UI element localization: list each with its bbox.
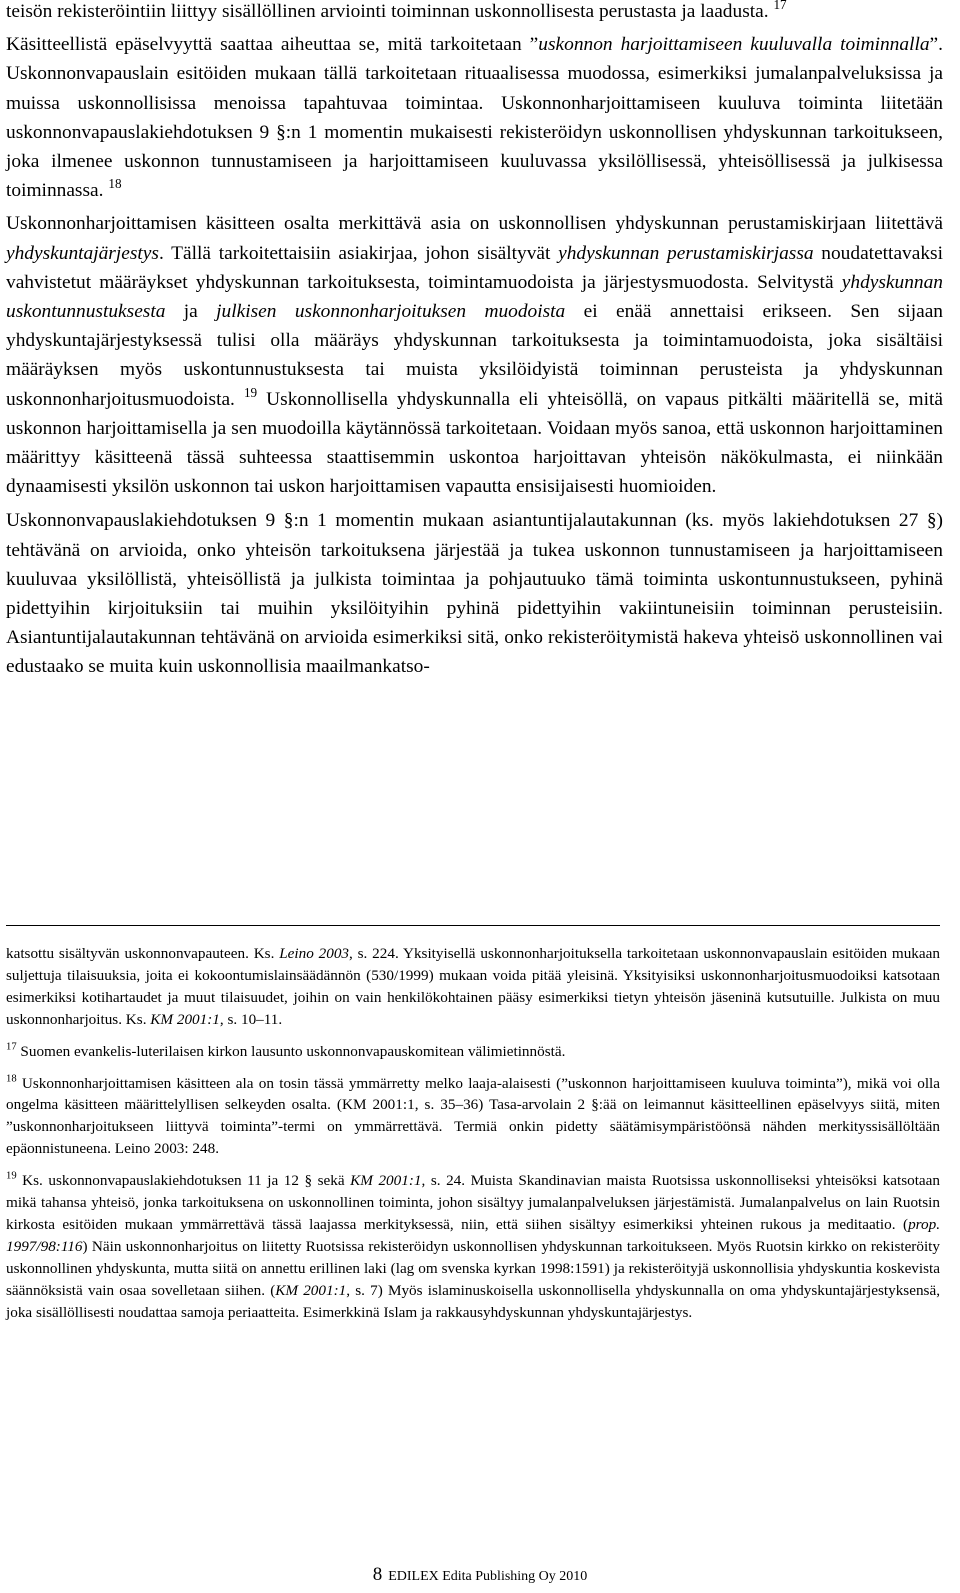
paragraph-2-text-a: Käsitteellistä epäselvyyttä saattaa aiheuttaa se, mitä tarkoitetaan ” [6,34,539,56]
paragraph-4 [6,506,943,681]
paragraph-2 [6,30,943,205]
footnote-continuation-text-c: , s. 10–11. [219,1010,283,1028]
footnote-continuation [6,943,940,1031]
paragraph-4-text: Uskonnonvapauslakiehdotuksen 9 §:n 1 momentin mukaan asiantuntijalautakunnan (ks. myös lakiehdotuksen 27 §) tehtävänä on arvioida, onko yhteisön tarkoituksena järjestää ja tukea uskonnon tunnustamiseen ja harjoittamiseen kuuluvaa yksilöllistä, yhteisöllistä ja julkista toimintaa ja pohjautuuko tämä toiminta uskontunnustukseen, pyhinä pidettyihin kirjoituksiin tai muihin yksilöityihin pyhinä pidettyihin vakiintuneisiin toiminnan perusteisiin. Asiantuntijalautakunnan tehtävänä on arvioida esimerkiksi sitä, onko rekisteröitymistä hakeva yhteisö uskonnollinen vai edustaako se muita kuin uskonnollisia maailmankatso- [6,510,943,678]
footnote-19-text-c: ) Näin uskonnonharjoitus on liitetty Ruotsissa rekisteröidyn uskonnollisen yhdyskunnan tarkoitukseen. Myös Ruotsin kirkko on rekisteröity uskonnollinen yhdyskunta, mutta siitä on annettu erillinen laki (lag om svenska kyrkan 1998:1591) ja rekisteröityjä uskonnollisia yhdyskuntia koskevista säännöksistä vain osaa sovelletaan siihen. ( [6,1237,940,1299]
paragraph-2-text-b: ”. Uskonnonvapauslain esitöiden mukaan tällä tarkoitetaan rituaalisessa muodossa, esimerkiksi jumalanpalveluksissa ja muissa uskonnollisissa menoissa tapahtuvaa toimintaa. Uskonnonharjoittamiseen kuuluva toiminta liitetään uskonnonvapauslakiehdotuksen 9 §:n 1 momentin mukaisesti rekisteröidyn uskonnollisen yhdyskunnan tarkoitukseen, joka ilmenee uskonnon tunnustamiseen ja harjoittamiseen kuuluvassa yksilöllisessä, yhteisöllisessä ja julkisessa toiminnassa. [6,34,944,202]
footnote-continuation-italic-b: KM 2001:1 [150,1010,220,1028]
paragraph-2-italic: uskonnon harjoittamiseen kuuluvalla toiminnalla [538,34,930,56]
footnote-17 [6,1041,940,1063]
footnote-17-number: 17 [6,1041,17,1053]
paragraph-3 [6,209,943,501]
footnote-18-number: 18 [6,1073,17,1085]
footnote-18 [6,1073,940,1161]
paragraph-3-italic-d: julkisen uskonnonharjoituksen muodoista [216,301,566,323]
footnote-18-text: Uskonnonharjoittamisen käsitteen ala on tosin tässä ymmärretty melko laaja-alaisesti (”uskonnon harjoittamiseen kuuluva toiminta”), mikä voi olla ongelma käsitteen määrittelyllisen selkeyden osalta. (KM 2001:1, s. 35–36) Tasa-arvolain 2 §:ää on leimannut käsitteellinen epäselvyys siitä, miten ”uskonnonharjoitukseen liittyvä toiminta”-termi on ymmärrettävä. Termiä onkin pidetty säätämisympäristöönsä nähden merkityssisällöltään epäonnistuneena. Leino 2003: 248. [6,1074,940,1158]
footnote-continuation-italic-a: Leino 2003 [279,945,350,962]
main-text [6,0,943,682]
paragraph-1-text: teisön rekisteröintiin liittyy sisällöllinen arviointi toiminnan uskonnollisesta perustasta ja laadusta. [6,1,769,22]
publisher-line: EDILEX Edita Publishing Oy 2010 [388,1569,588,1584]
footnotes [6,943,940,1324]
footnote-19-text-a: Ks. uskonnonvapauslakiehdotuksen 11 ja 12 § sekä [16,1172,351,1190]
footnote-19-text-d: , s. 7) Myös islaminuskoisella uskonnollisella yhdyskunnalla on oma yhdyskuntajärjestyksensä, joka sisällöllisesti noudattaa samoja periaatteita. Esimerkkinä Islam ja rakkausyhdyskunnan yhdyskuntajärjestys. [6,1281,940,1321]
footnote-19 [6,1170,940,1323]
footnote-continuation-text-b: , s. 224. Yksityisellä uskonnonharjoituksella tarkoitetaan uskonnonvapauslain esitöiden mukaan suljettuja tilaisuuksia, joita ei kokoontumislainsäädännön (530/1999) mukaan voida pitää yleisinä. Yksityisiksi uskonnonharjoitusmuodoiksi katsotaan esimerkiksi kotihartaudet ja muut tilaisuudet, joihin on vain henkilökohtainen pääsy esimerkiksi tietyn yhteisön jäseninä kutsutuille. Julkista on muu uskonnonharjoitus. Ks. [6,945,940,1028]
paragraph-3-text-d: ja [165,301,217,323]
footnote-separator [6,925,940,926]
paragraph-3-italic-c: yhdyskunnan uskontunnustuksesta [6,271,943,323]
footnote-19-number: 19 [6,1170,17,1182]
footnote-continuation-text-a: katsottu sisältyvän uskonnonvapauteen. Ks. [6,945,280,962]
paragraph-1 [6,0,943,26]
footnote-ref-19[interactable]: 19 [243,384,258,400]
paragraph-3-text-c: noudatettavaksi vahvistetut määräykset yhdyskunnan tarkoituksesta, toimintamuodoista ja järjestysmuodosta. Selvitystä [6,242,943,293]
footnote-19-text-b: , s. 24. Muista Skandinavian maista Ruotsissa uskonnolliseksi yhteisöksi katsotaan mikä tahansa yhteisö, jonka tarkoituksena on uskonnollinen toiminta, johon sisältyy jumalanpalveluksen järjestämistä. Jumalanpalvelus on lain Ruotsin kirkosta esitöiden mukaan ymmärrettävä tässä laajassa merkityksessä, niin, että siihen sisältyy esimerkiksi yhteinen rukous ja meditaatio. ( [6,1172,941,1233]
paragraph-3-text-b: . Tällä tarkoitettaisiin asiakirjaa, johon sisältyvät [158,242,559,264]
footnote-19-italic-c: KM 2001:1 [275,1281,347,1299]
footnote-19-italic-a: KM 2001:1 [350,1172,422,1190]
footnote-17-text: Suomen evankelis-luterilaisen kirkon lausunto uskonnonvapauskomitean välimietinnöstä. [16,1042,566,1060]
footnote-19-italic-b: prop. 1997/98:116 [6,1215,940,1255]
paragraph-3-italic-b: yhdyskunnan perustamiskirjassa [558,242,814,264]
paragraph-3-text-f: Uskonnollisella yhdyskunnalla eli yhteisöllä, on vapaus pitkälti määritellä se, mitä uskonnon harjoittamisella ja sen muodoilla käytännössä tarkoitetaan. Voidaan myös sanoa, että uskonnon harjoittaminen määrittyy käsitteenä tässä suhteessa staattisemmin uskontoa harjoittavan yhteisön näkökulmasta, ei niinkään dynaamisesti yksilön uskonnon tai uskon harjoittamisen vapautta ensisijaisesti huomioiden. [6,388,943,498]
paragraph-3-text-e: ei enää annettaisi erikseen. Sen sijaan yhdyskuntajärjestyksessä tulisi olla määräys yhdyskunnan tarkoituksesta ja toimintamuodoista, joka sisältäisi määräyksen myös uskontunnustuksesta tai muista yksilöidyistä toiminnan perusteista ja yhdyskunnan uskonnonharjoitusmuodoista. [6,301,943,410]
paragraph-3-italic-a: yhdyskuntajärjestys [6,242,159,264]
page-footer [0,1566,960,1586]
footnote-ref-17[interactable]: 17 [773,0,787,12]
paragraph-3-text-a: Uskonnonharjoittamisen käsitteen osalta merkittävä asia on uskonnollisen yhdyskunnan perustamiskirjaan liitettävä [6,213,943,235]
page-number: 8 [372,1564,383,1585]
footnote-ref-18[interactable]: 18 [108,176,122,192]
